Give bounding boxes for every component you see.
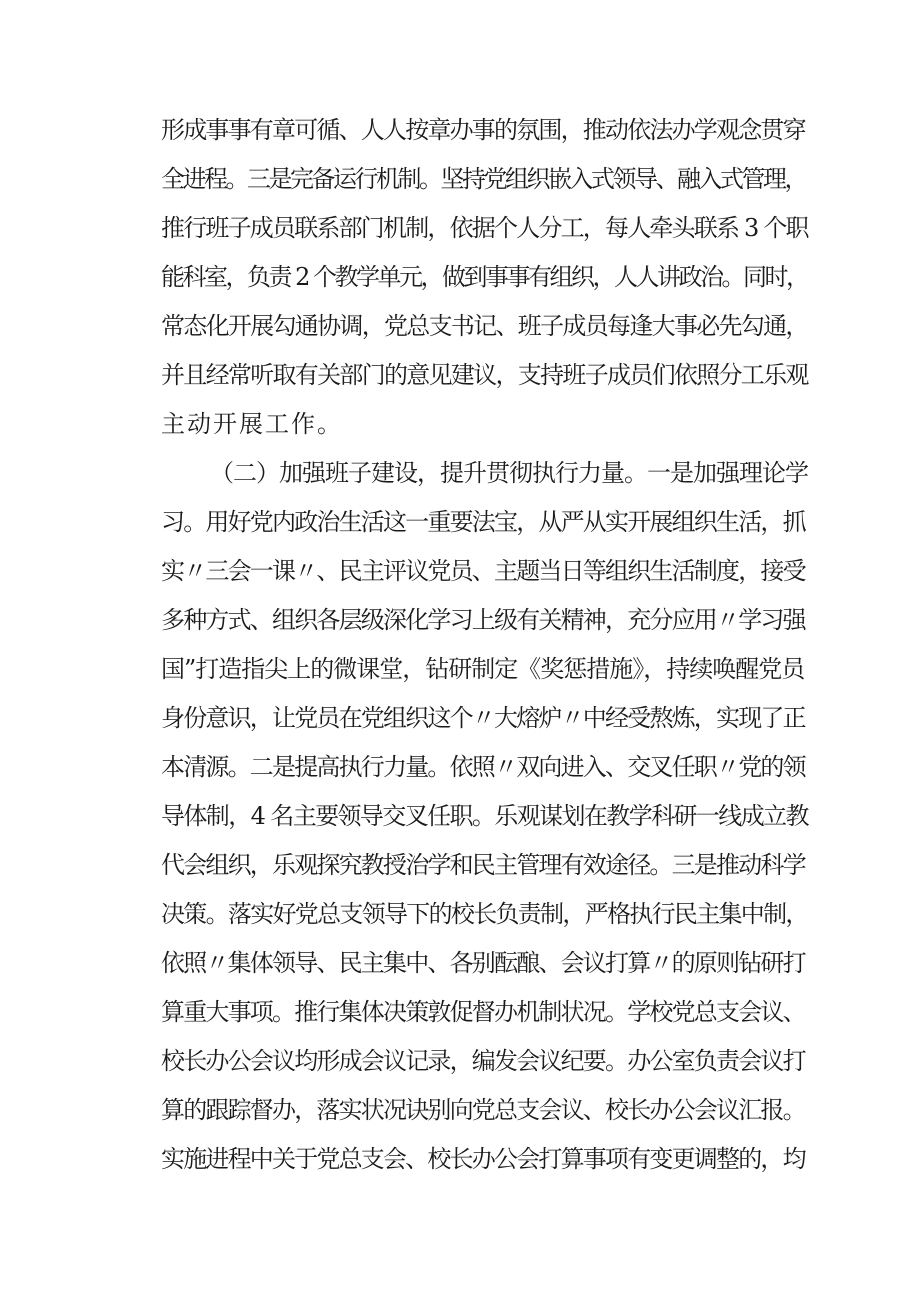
text-line-12: 国”打造指尖上的微课堂，钻研制定《奖惩措施》，持续唤醒党员 <box>161 655 805 683</box>
text-line-19: 算重大事项。推行集体决策敦促督办机制状况。学校党总支会议、 <box>161 998 805 1026</box>
text-line-21: 算的跟踪督办，落实状况诀别向党总支会议、校长办公会议汇报。 <box>161 1096 805 1124</box>
text-line-17: 决策。落实好党总支领导下的校长负责制，严格执行民主集中制， <box>161 900 808 928</box>
text-line-5: 常态化开展勾通协调，党总支书记、班子成员每逢大事必先勾通， <box>161 312 808 340</box>
text-line-2: 全进程。三是完备运行机制。坚持党组织嵌入式领导、融入式管理， <box>161 165 806 193</box>
text-line-20: 校长办公会议均形成会议记录，编发会议纪要。办公室负责会议打 <box>161 1047 805 1075</box>
text-line-16: 代会组织，乐观探究教授治学和民主管理有效途径。三是推动科学 <box>161 851 805 879</box>
text-line-15: 导体制，4 名主要领导交叉任职。乐观谋划在教学科研一线成立教 <box>161 802 808 830</box>
text-line-11: 多种方式、组织各层级深化学习上级有关精神，充分应用〃学习强 <box>161 606 805 634</box>
text-line-13: 身份意识，让党员在党组织这个〃大熔炉〃中经受熬炼，实现了正 <box>161 704 805 732</box>
text-line-14: 本清源。二是提高执行力量。依照〃双向进入、交叉任职〃党的领 <box>161 753 805 781</box>
text-line-9: 习。用好党内政治生活这一重要法宝，从严从实开展组织生活，抓 <box>161 508 805 536</box>
text-line-3: 推行班子成员联系部门机制，依据个人分工，每人牵头联系 3 个职 <box>161 214 808 242</box>
text-line-7: 主动开展工作。 <box>161 410 343 438</box>
text-line-18: 依照〃集体领导、民主集中、各别酝酿、会议打算〃的原则钻研打 <box>161 949 805 977</box>
text-line-10: 实〃三会一课〃、民主评议党员、主题当日等组织生活制度，接受 <box>161 557 805 585</box>
text-line-8: （二）加强班子建设，提升贯彻执行力量。一是加强理论学 <box>210 459 808 487</box>
text-line-1: 形成事事有章可循、人人按章办事的氛围，推动依法办学观念贯穿 <box>161 116 805 144</box>
text-line-6: 并且经常听取有关部门的意见建议，支持班子成员们依照分工乐观 <box>161 361 808 389</box>
text-line-22: 实施进程中关于党总支会、校长办公会打算事项有变更调整的，均 <box>161 1145 805 1173</box>
text-line-4: 能科室，负责 2 个教学单元，做到事事有组织，人人讲政治。同时， <box>161 263 808 291</box>
